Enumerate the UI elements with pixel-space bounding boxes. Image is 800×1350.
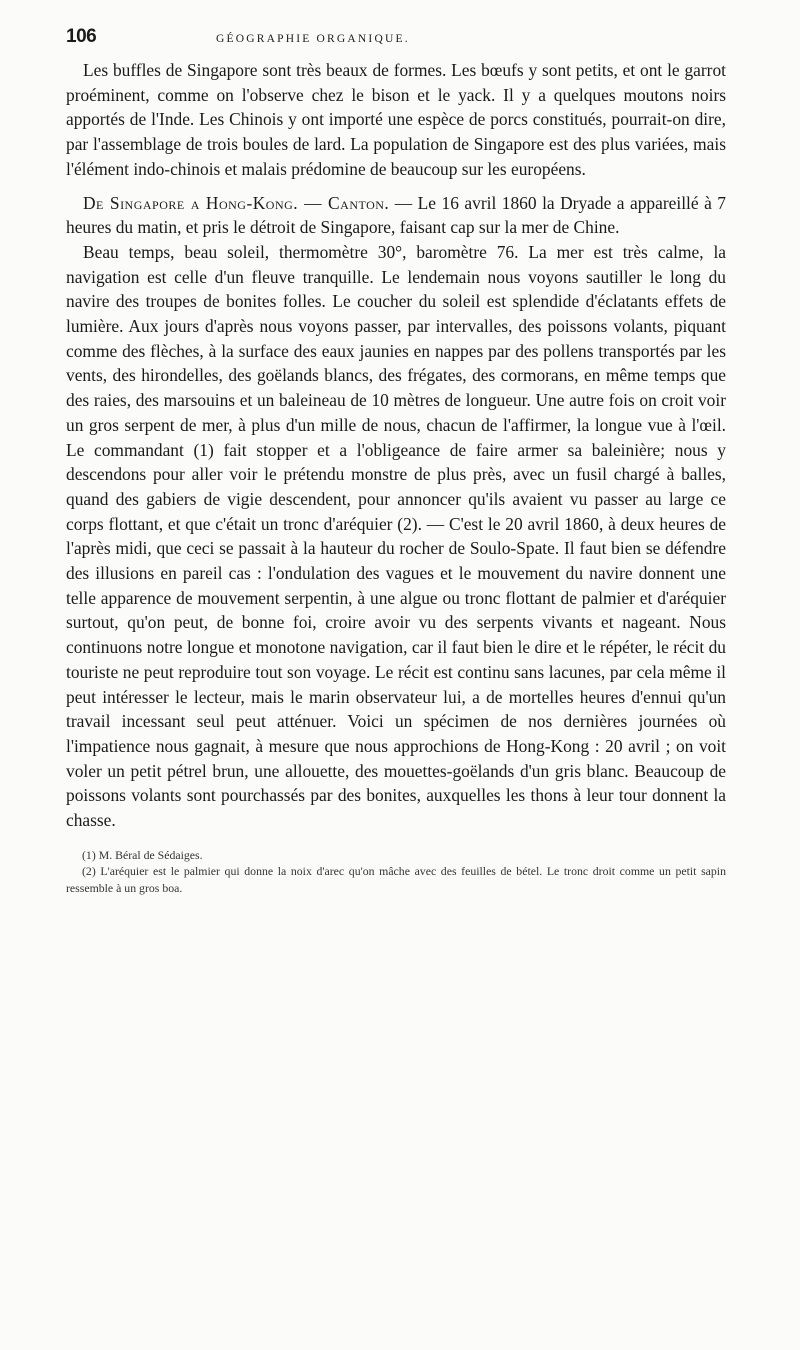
page-number: 106 (66, 26, 97, 47)
paragraph-voyage: Beau temps, beau soleil, thermomètre 30°, baromètre 76. La mer est très calme, la navigation est celle d'un fleuve tranquille. Le lendemain nous voyons sautiller le long du navire des troupes de bonites folles. Le coucher du soleil est splendide d'éclatants effets de lumière. Aux jours d'après nous voyons passer, par intervalles, des poissons volants, piquant comme des flèches, à la surface des eaux jaunies en nappes par des pollens transportés par les vents, des hirondelles, des goëlands blancs, des frégates, des cormorans, en même temps que des raies, des marsouins et un baleineau de 10 mètres de longueur. Une autre fois on croit voir un gros serpent de mer, à plus d'un mille de nous, chacun de l'affirmer, la longue vue à l'œil. Le commandant (1) fait stopper et a l'obligeance de faire armer sa baleinière; nous y descendons pour aller voir le prétendu monstre de plus près, avec un fusil chargé à balles, quand des gabiers de vigie descendent, pour annoncer qu'ils avaient vu passer au large ce corps flottant, et que c'était un tronc d'aréquier (2). — C'est le 20 avril 1860, à deux heures de l'après midi, que ceci se passait à la hauteur du rocher de Soulo-Spate. Il faut bien se défendre des illusions en pareil cas : l'ondulation des vagues et le mouvement du navire donnent une telle apparence de mouvement serpentin, à une algue ou tronc flottant de palmier et d'aréquier surtout, qu'on peut, de bonne foi, croire avoir vu des serpents vivants et nageant. Nous continuons notre longue et monotone navigation, car il faut bien le dire et le répéter, le récit du touriste ne peut reproduire tout son voyage. Le récit est continu sans lacunes, par cela même il peut intéresser le lecteur, mais le marin observateur lui, a de mortelles heures d'ennui qu'un travail incessant seul peut atténuer. Voici un spécimen de nos dernières journées où l'impatience nous gagnait, à mesure que nous approchions de Hong-Kong : 20 avril ; on voit voler un petit pétrel brun, une allouette, des mouettes-goëlands d'un gris blanc. Beaucoup de poissons volants sont pourchassés par des bonites, auxquelles les thons à leur tour donnent la chasse. (66, 241, 726, 831)
page-header (66, 26, 726, 56)
paragraph-buffles: Les buffles de Singapore sont très beaux de formes. Les bœufs y sont petits, et ont le garrot proéminent, comme on l'observe chez le bison et le yack. Il y a quelques moutons noirs apportés de l'Inde. Les Chinois y ont importé une espèce de porcs constitués, pourrait-on dire, par l'assemblage de trois boules de lard. La population de Singapore est des plus variées, mais l'élément indo-chinois et malais prédomine de beaucoup sur les européens. (66, 60, 726, 179)
paragraph-section-start (66, 191, 726, 240)
footnotes (66, 847, 726, 897)
footnote-2: (2) L'aréquier est le palmier qui donne la noix d'arec qu'on mâche avec des feuilles de bétel. Le tronc droit comme un petit sapin ressemble à un gros boa. (66, 864, 726, 895)
section-heading: De Singapore a Hong-Kong. — Canton. (83, 192, 390, 213)
page-body (66, 58, 726, 833)
section-intro-text: — Le 16 avril 1860 la Dryade a appareillé à 7 heures du matin, et pris le détroit de Singapore, faisant cap sur la mer de Chine. (66, 192, 726, 238)
book-page (66, 26, 726, 896)
footnote-1: (1) M. Béral de Sédaiges. (82, 847, 203, 862)
running-head: GÉOGRAPHIE ORGANIQUE. (216, 33, 410, 45)
